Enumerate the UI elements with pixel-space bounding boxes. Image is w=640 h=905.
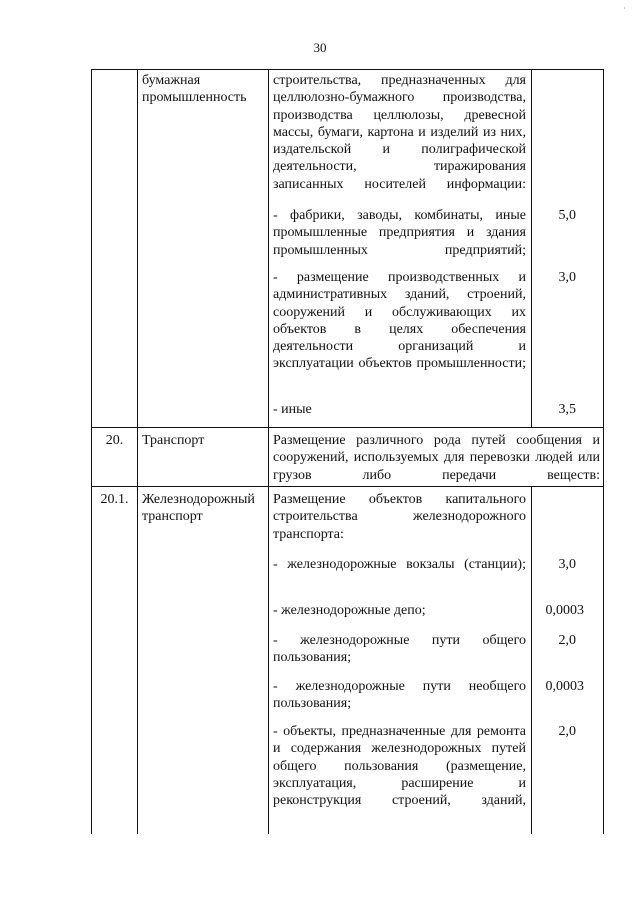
item-value: 3,5 [558,402,576,417]
row-name: бумажная промышленность [142,73,247,106]
item-text [273,678,526,713]
item-text: - железнодорожные депо; [273,603,426,618]
item-value: 2,0 [558,724,576,739]
table-border-col2 [268,69,269,834]
item-text [273,207,526,259]
row-intro-text: строительства, предназначенных для целлюлозно-бумажного производства, производства целлюлозы, древесной массы, бумаги, картона и изделий из них, издательской и полиграфической деятельности, тиражирования записанных носителей информации: [273,73,526,192]
item-label: - размещение производственных и административных зданий, строений, сооружений и обслуживающих их объектов в целях обеспечения деятельности организаций и эксплуатации объектов промышленности; [273,270,526,372]
table-border-col3-upper [531,69,532,427]
item-value: 0,0003 [545,603,584,618]
table-border-row2-bottom [91,486,603,487]
row-intro [273,72,526,193]
item-label: - железнодорожные пути необщего пользования; [273,679,526,712]
item-value: 2,0 [558,633,576,648]
row-number: 20. [105,433,124,448]
table-border-row1-bottom [91,427,603,428]
item-value: 3,0 [558,270,576,285]
row-description [273,432,600,484]
item-label: - фабрики, заводы, комбинаты, иные промышленные предприятия и здания промышленных предприятий; [273,208,526,258]
page-number: 30 [313,40,327,55]
table-border-top [91,69,603,70]
item-text [273,556,526,573]
row-intro-text: Размещение объектов капитального строительства железнодорожного транспорта: [273,492,526,542]
table-border-left [91,69,92,834]
item-label: - объекты, предназначенные для ремонта и содержания железнодорожных путей общего пользования (размещение, эксплуатация, расширение и реконструкция строений, зданий, [273,724,526,809]
item-value: 0,0003 [545,679,584,694]
row-name: Транспорт [142,433,205,448]
item-value: 3,0 [558,557,576,572]
row-number: 20.1. [100,492,129,507]
item-label: - железнодорожные вокзалы (станции); [273,557,526,572]
item-label: - железнодорожные пути общего пользования; [273,633,526,666]
row-intro [273,491,526,543]
item-text [273,723,526,809]
item-text: - иные [273,402,312,417]
row-description-text: Размещение различного рода путей сообщения и сооружений, используемых для перевозки людей или грузов либо передачи веществ: [273,433,600,483]
item-text [273,269,526,373]
item-value: 5,0 [558,208,576,223]
table-border-col3-lower [531,486,532,834]
table-border-right [603,69,604,834]
item-text [273,632,526,667]
scan-mark: · [623,4,626,13]
row-name: Железнодорожный транспорт [142,492,255,525]
table-border-col1 [137,69,138,834]
